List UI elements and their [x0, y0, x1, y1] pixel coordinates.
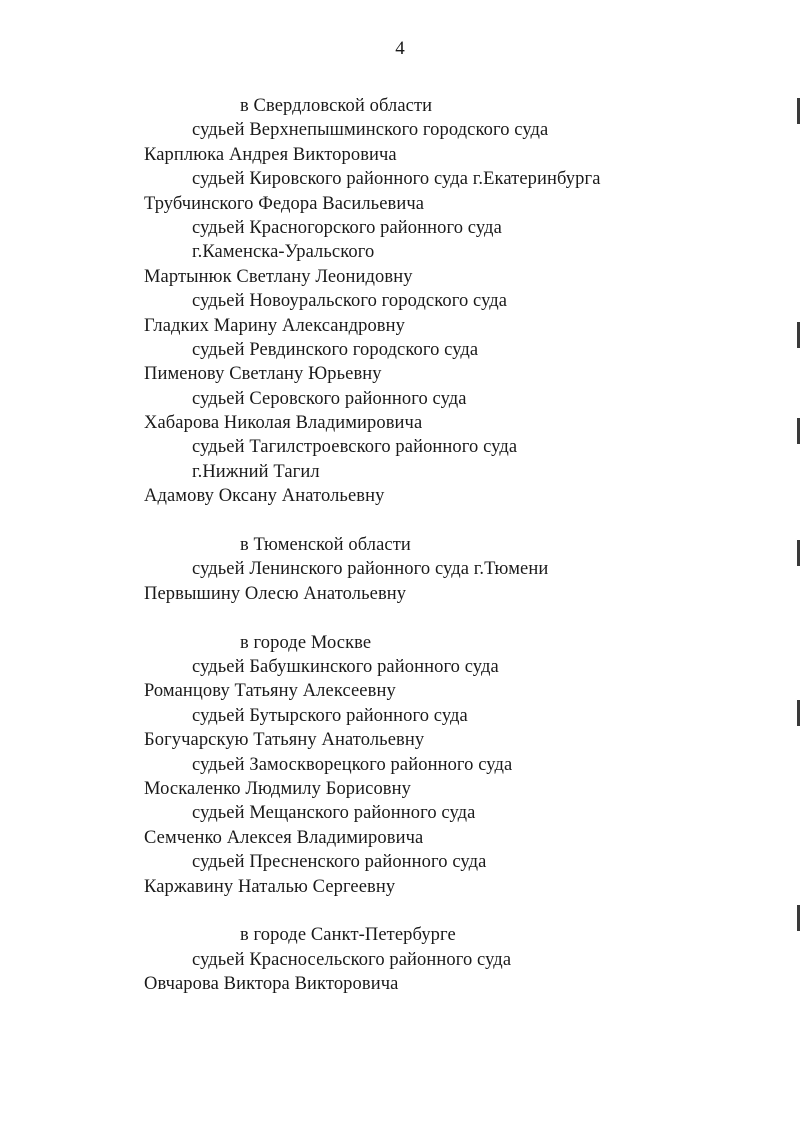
appointment-list [144, 94, 764, 996]
court-line: судьей Тагилстроевского районного суда [192, 437, 518, 458]
court-line: судьей Кировского районного суда г.Екатеринбурга [192, 169, 601, 190]
region-section [144, 94, 764, 509]
judge-name: Карплюка Андрея Викторовича [144, 144, 397, 165]
region-heading: в городе Москве [240, 632, 372, 653]
region-heading: в городе Санкт-Петербурге [240, 925, 456, 946]
judge-name: Каржавину Наталью Сергеевну [144, 876, 396, 897]
court-line: судьей Красносельского районного суда [192, 949, 512, 970]
court-line: судьей Замоскворецкого районного суда [192, 754, 513, 775]
court-line: судьей Мещанского районного суда [192, 803, 476, 824]
region-section [144, 923, 764, 996]
judge-name: Трубчинского Федора Васильевича [144, 193, 425, 214]
judge-name: Овчарова Виктора Викторовича [144, 974, 399, 995]
region-heading: в Свердловской области [240, 96, 433, 116]
judge-name: Мартынюк Светлану Леонидовну [144, 266, 413, 287]
judge-name: Первышину Олесю Анатольевну [144, 583, 407, 604]
court-line: судьей Пресненского районного суда [192, 852, 487, 873]
court-line: судьей Новоуральского городского суда [192, 291, 508, 312]
court-line: судьей Красногорского районного суда [192, 217, 502, 238]
judge-name: Романцову Татьяну Алексеевну [144, 681, 396, 702]
court-line: судьей Бабушкинского районного суда [192, 656, 499, 677]
region-section [144, 631, 764, 899]
region-section [144, 533, 764, 606]
court-line: г.Нижний Тагил [192, 461, 320, 482]
page-number: 4 [395, 38, 405, 59]
section-spacer [144, 606, 764, 630]
court-line: судьей Бутырского районного суда [192, 705, 468, 726]
judge-name: Адамову Оксану Анатольевну [144, 486, 385, 507]
court-line: судьей Верхнепышминского городского суда [192, 120, 549, 141]
judge-name: Семченко Алексея Владимировича [144, 827, 424, 848]
judge-name: Хабарова Николая Владимировича [144, 413, 423, 434]
court-line: судьей Серовского районного суда [192, 388, 467, 409]
court-line: г.Каменска-Уральского [192, 242, 375, 263]
court-line: судьей Ревдинского городского суда [192, 339, 479, 360]
judge-name: Пименову Светлану Юрьевну [144, 364, 382, 385]
region-heading: в Тюменской области [240, 535, 411, 556]
section-spacer [144, 899, 764, 923]
judge-name: Богучарскую Татьяну Анатольевну [144, 730, 425, 751]
section-spacer [144, 509, 764, 533]
court-line: судьей Ленинского районного суда г.Тюмени [192, 559, 549, 580]
judge-name: Гладких Марину Александровну [144, 315, 405, 336]
judge-name: Москаленко Людмилу Борисовну [144, 778, 411, 799]
